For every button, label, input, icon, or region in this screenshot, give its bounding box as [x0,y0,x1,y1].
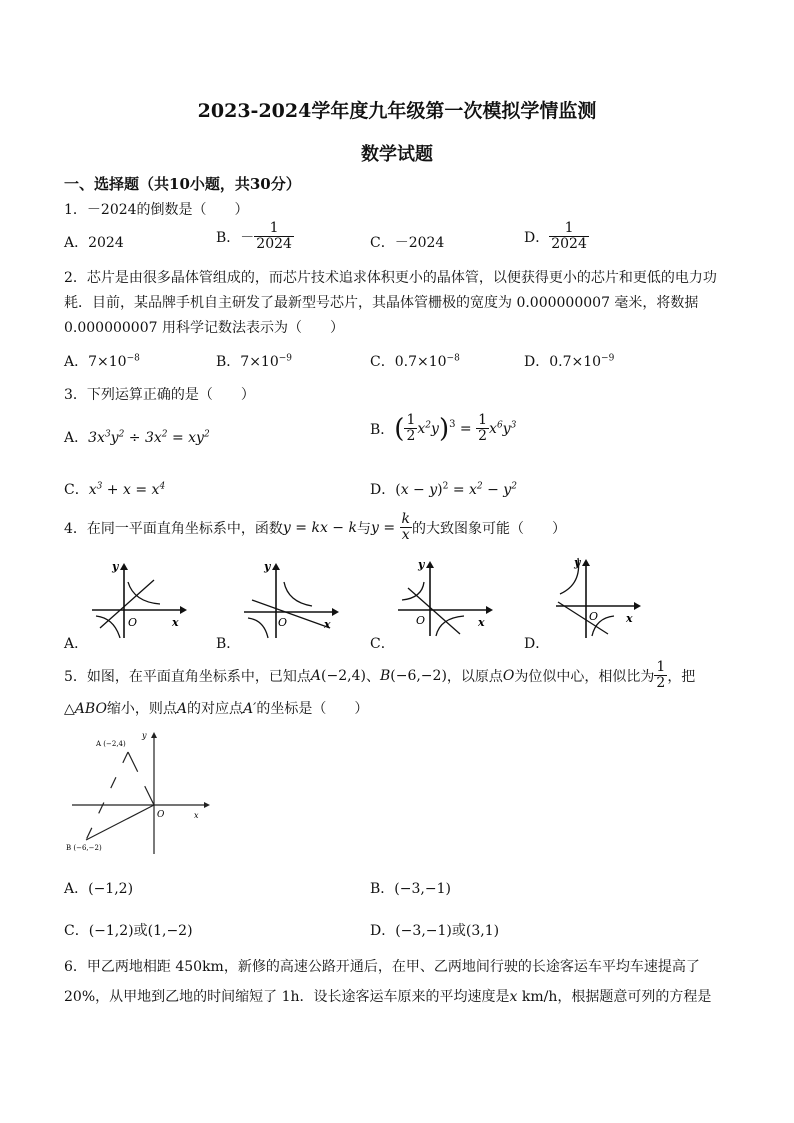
q2-line-1: 2．芯片是由很多晶体管组成的，而芯片技术追求体积更小的晶体管，以便获得更小的芯片和更低的电力功 [64,270,717,286]
q4-graph-a [88,560,188,640]
q1-option-d: D． $\frac{1}{2024}$ [524,220,587,253]
q3-option-c: C．$x^3 + x = x^4$ [64,481,166,498]
q4-graph-b [240,560,340,640]
q2-option-a: A．$7\times 10^{-8}$ [64,353,140,370]
q3-option-b: B．( $\frac{1}{2}$ $x^2y)^3$ = $\frac{1}{2}$ $x^6y^3$ [370,412,517,445]
q4-stem: 4．在同一平面直角坐标系中，函数y = kx − k与y = $\frac{k}{x}$ 的大致图象可能（ ） [64,511,566,544]
svg-text:x: x [172,616,179,629]
q6-line-2: 20%，从甲地到乙地的时间缩短了 1h．设长途客运车原来的平均速度是x km/h，根据题意可列的方程是 [64,989,712,1005]
svg-text:x: x [324,618,331,631]
q1-stem: 1．－2024的倒数是（ ） [64,202,249,218]
svg-text:O: O [157,810,165,820]
q5-line-2: △ABO缩小，则点A的对应点A′的坐标是（ ） [64,701,369,717]
q5-option-b: B．(−3,−1) [370,881,451,897]
q5-figure [64,728,214,858]
q1-option-a: A．2024 [64,235,124,251]
q2-line-3: 0.000000007 用科学记数法表示为（ ） [64,320,344,336]
svg-text:x: x [626,612,633,625]
svg-text:O: O [416,614,426,627]
svg-text:x: x [478,616,485,629]
q4-graph-d [552,554,652,640]
svg-text:x: x [194,811,199,820]
q3-option-a: A．$3x^3y^2 \div 3x^2 = xy^2$ [64,429,210,446]
svg-text:y: y [574,556,581,569]
q6-line-1: 6．甲乙两地相距 450km，新修的高速公路开通后，在甲、乙两地间行驶的长途客运车平均车速提高了 [64,959,700,975]
q2-line-2: 耗．目前，某品牌手机自主研发了最新型号芯片，其晶体管栅极的宽度为 0.000000007 毫米，将数据 [64,295,699,311]
svg-text:O: O [128,616,138,629]
q2-option-b: B．$7\times 10^{-9}$ [216,353,293,370]
svg-text:O: O [589,610,599,623]
q1-option-c: C．－2024 [370,235,445,251]
q4-graph-c [394,558,494,638]
q4-label-b: B． [216,636,241,652]
svg-text:y: y [418,558,425,571]
q4-label-d: D． [524,636,550,652]
page-subtitle: 数学试题 [361,144,433,165]
q2-option-d: D．$0.7\times 10^{-9}$ [524,353,615,370]
svg-text:O: O [278,616,288,629]
section-heading: 一、选择题（共10小题，共30分） [64,175,301,193]
q5-line-1: 5．如图，在平面直角坐标系中，已知点A(−2,4)、B(−6,−2)，以原点O为位似中心，相似比为 $\frac{1}{2}$ ，把 [64,659,696,692]
q5-option-d: D．(−3,−1)或(3,1) [370,923,500,939]
q4-label-a: A． [64,636,89,652]
q5-option-a: A．(−1,2) [64,881,134,897]
q1-option-b: B．－ $\frac{1}{2024}$ [216,220,292,253]
q3-option-d: D．$(x - y)^2 = x^2 - y^2$ [370,481,517,498]
svg-text:y: y [112,560,119,573]
q5-option-c: C．(−1,2)或(1,−2) [64,923,193,939]
svg-text:B (−6,−2): B (−6,−2) [66,844,102,852]
page-title: 2023-2024学年度九年级第一次模拟学情监测 [197,100,597,122]
q2-option-c: C．$0.7\times 10^{-8}$ [370,353,460,370]
q4-label-c: C． [370,636,395,652]
svg-text:y: y [142,731,147,740]
q3-stem: 3．下列运算正确的是（ ） [64,387,255,403]
svg-text:y: y [264,560,271,573]
svg-text:A (−2,4): A (−2,4) [96,740,126,748]
